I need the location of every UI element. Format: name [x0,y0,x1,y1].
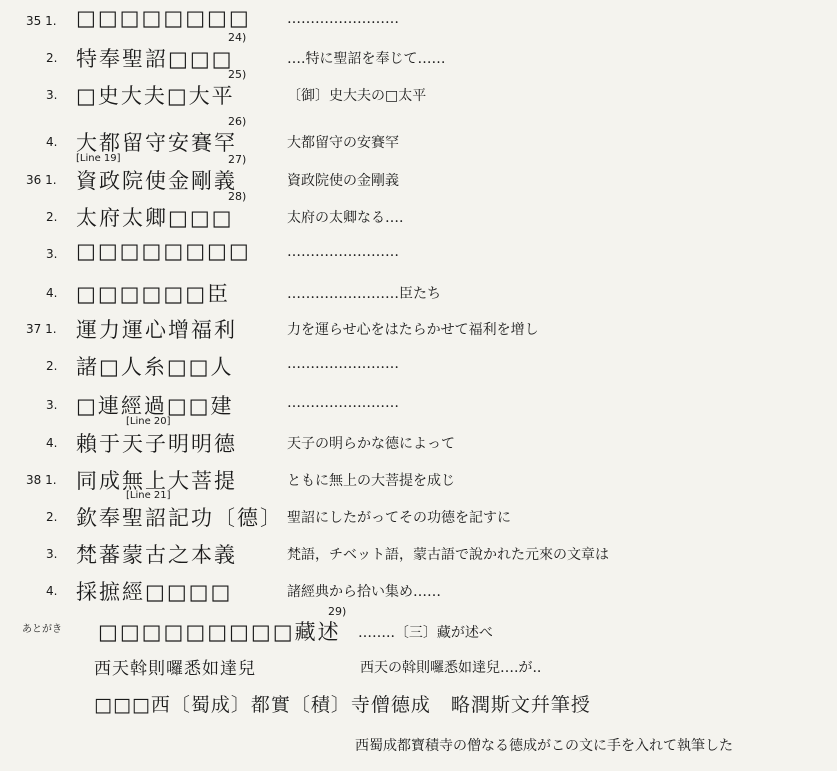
translation-text: ともに無上の大菩提を成じ [287,473,455,489]
original-text: 欽奉聖詔記功〔德〕 [76,506,283,530]
inscription-row [0,238,837,268]
translation-text: 資政院使の金剛義 [287,173,399,189]
translation-text: …………………… [287,11,399,27]
original-text: □□□□□□臣 [76,282,231,306]
inscription-row [0,538,837,568]
translation-text: 〔御〕史大夫の□太平 [287,88,427,104]
inscription-row [0,153,837,194]
inscription-row [0,5,837,35]
original-text: 同成無上大菩提 [76,469,237,493]
inscription-row [0,190,837,231]
line-number: 37 1. [26,322,57,336]
inscription-row [0,575,837,605]
line-number: 4. [46,436,58,450]
translation-text: …………………… [287,356,399,372]
footnote-marker: 25) [228,68,247,81]
original-text: 梵蕃蒙古之本義 [76,543,237,567]
original-text: 特奉聖詔□□□ [76,47,234,71]
inscription-row [0,313,837,343]
line-number: 38 1. [26,473,57,487]
translation-text: 大都留守の安賽罕 [287,135,399,151]
original-text: □史大夫□大平 [76,84,235,108]
translation-text: 諸經典から拾い集め…… [287,584,441,600]
line-number: 2. [46,510,58,524]
line-number: 3. [46,247,58,261]
translation-text: 梵語，チベット語，蒙古語で說かれた元來の文章は [287,547,609,563]
translation-text: ……………………臣たち [287,286,441,302]
footnote-marker: 26) [228,115,247,128]
inscription-row [0,490,837,531]
translation-text: …………………… [287,395,399,411]
translation-text: ….特に聖詔を奉じて…… [287,51,446,67]
inscription-row [0,115,837,156]
line-number: 4. [46,286,58,300]
line-number: 2. [46,210,58,224]
line-reference: [Line 19] [76,153,121,164]
line-number: 35 1. [26,14,57,28]
inscription-row [0,389,837,419]
translation-text: 天子の明らかな德によって [287,436,455,452]
afterword-line2-translation: 西天の斡則囉悉如達兒….が.. [360,660,542,676]
line-reference: [Line 20] [126,416,171,427]
original-text: □□□□□□□□ [76,239,251,263]
original-text: □□□□□□□□ [76,6,251,30]
line-number: 36 1. [26,173,57,187]
afterword-line1-translation: ……..〔三〕藏が述べ [358,625,493,641]
footnote-marker: 29) [328,605,347,618]
translation-text: 力を運らせ心をはたらかせて福利を增し [287,322,539,338]
original-text: 太府太卿□□□ [76,206,234,230]
line-number: 4. [46,584,58,598]
translation-text: 太府の太卿なる…. [287,210,404,226]
afterword-line4: 西蜀成都寶積寺の僧なる德成がこの文に手を入れて執筆した [355,738,733,754]
inscription-row [0,277,837,307]
afterword-line1-original: □□□□□□□□□藏述 [98,620,341,644]
line-number: 2. [46,359,58,373]
original-text: 採摭經□□□□ [76,580,233,604]
line-number: 3. [46,88,58,102]
translation-text: 聖詔にしたがってその功德を記すに [287,510,511,526]
original-text: 諸□人糸□□人 [76,355,234,379]
afterword-label: あとがき [22,624,62,635]
footnote-marker: 24) [228,31,247,44]
line-number: 4. [46,135,58,149]
inscription-row [0,31,837,72]
translation-text: …………………… [287,244,399,260]
line-number: 2. [46,51,58,65]
inscription-row [0,68,837,109]
inscription-row [0,350,837,380]
afterword-line2-original: 西天斡則囉悉如達兒 [94,659,256,679]
footnote-marker: 27) [228,153,247,166]
original-text: □連經過□□建 [76,394,234,418]
footnote-marker: 28) [228,190,247,203]
original-text: 資政院使金剛義 [76,169,237,193]
original-text: 運力運心增福利 [76,318,237,342]
afterword-line3: □□□西〔蜀成〕都實〔積〕寺僧德成 略潤斯文幷筆授 [94,694,591,716]
original-text: 大都留守安賽罕 [76,131,237,155]
line-number: 3. [46,398,58,412]
inscription-row [0,416,837,457]
original-text: 賴于天子明明德 [76,432,237,456]
line-number: 3. [46,547,58,561]
line-reference: [Line 21] [126,490,171,501]
